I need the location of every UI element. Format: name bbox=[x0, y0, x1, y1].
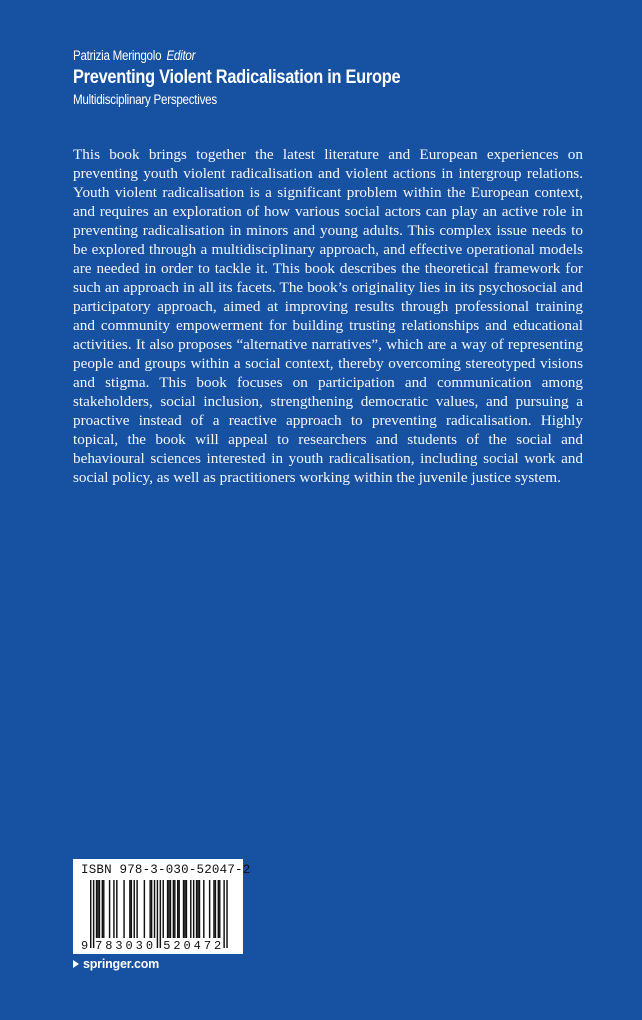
svg-text:3: 3 bbox=[135, 939, 143, 951]
book-subtitle: Multidisciplinary Perspectives bbox=[73, 92, 217, 107]
cover-header bbox=[73, 47, 454, 109]
svg-text:3: 3 bbox=[115, 939, 123, 951]
springer-link-text: springer.com bbox=[83, 957, 160, 971]
springer-link[interactable] bbox=[73, 957, 159, 971]
svg-text:5: 5 bbox=[163, 939, 171, 951]
svg-text:0: 0 bbox=[183, 939, 191, 951]
svg-text:4: 4 bbox=[193, 939, 201, 951]
svg-text:7: 7 bbox=[95, 939, 103, 951]
isbn-barcode-box bbox=[73, 859, 251, 954]
editor-role: Editor bbox=[166, 48, 196, 63]
book-description: This book brings together the latest literature and European experiences on preventing youth violent radicalisation and violent actions in intergroup relations. Youth violent radicalisation is a significant problem within the European context, and requires an exploration of how various social actors can play an active role in preventing radicalisation in minors and young adults. This complex issue needs to be explored through a multidisciplinary approach, and effective operational models are needed in order to tackle it. This book describes the theoretical framework for such an approach in all its facets. The book’s originality lies in its psychosocial and participatory approach, aimed at improving results through professional training and community empowerment for building trusting relationships and educational activities. It also proposes “alternative narratives”, which are a way of representing people and groups within a social context, thereby overcoming stereotyped visions and stigma. This book focuses on participation and communication among stakeholders, social inclusion, strengthening democratic values, and pursuing a proactive instead of a reactive approach to preventing radicalisation. Highly topical, the book will appeal to researchers and students of the social and behavioural sciences interested in youth radicalisation, including social work and social policy, as well as practitioners working within the juvenile justice system. bbox=[73, 146, 583, 486]
editor-line bbox=[73, 47, 400, 64]
book-title: Preventing Violent Radicalisation in Europe bbox=[73, 67, 401, 88]
svg-text:7: 7 bbox=[203, 939, 212, 951]
isbn-label: ISBN 978-3-030-52047-2 bbox=[81, 863, 251, 877]
svg-text:2: 2 bbox=[173, 939, 181, 951]
svg-text:2: 2 bbox=[213, 939, 222, 951]
svg-text:0: 0 bbox=[125, 939, 133, 951]
svg-text:0: 0 bbox=[145, 939, 154, 951]
play-arrow-icon bbox=[73, 960, 79, 968]
svg-text:9: 9 bbox=[81, 939, 89, 951]
barcode bbox=[81, 880, 235, 951]
svg-text:8: 8 bbox=[105, 939, 113, 951]
editor-name: Patrizia Meringolo bbox=[73, 48, 162, 63]
barcode-graphic bbox=[81, 880, 235, 951]
